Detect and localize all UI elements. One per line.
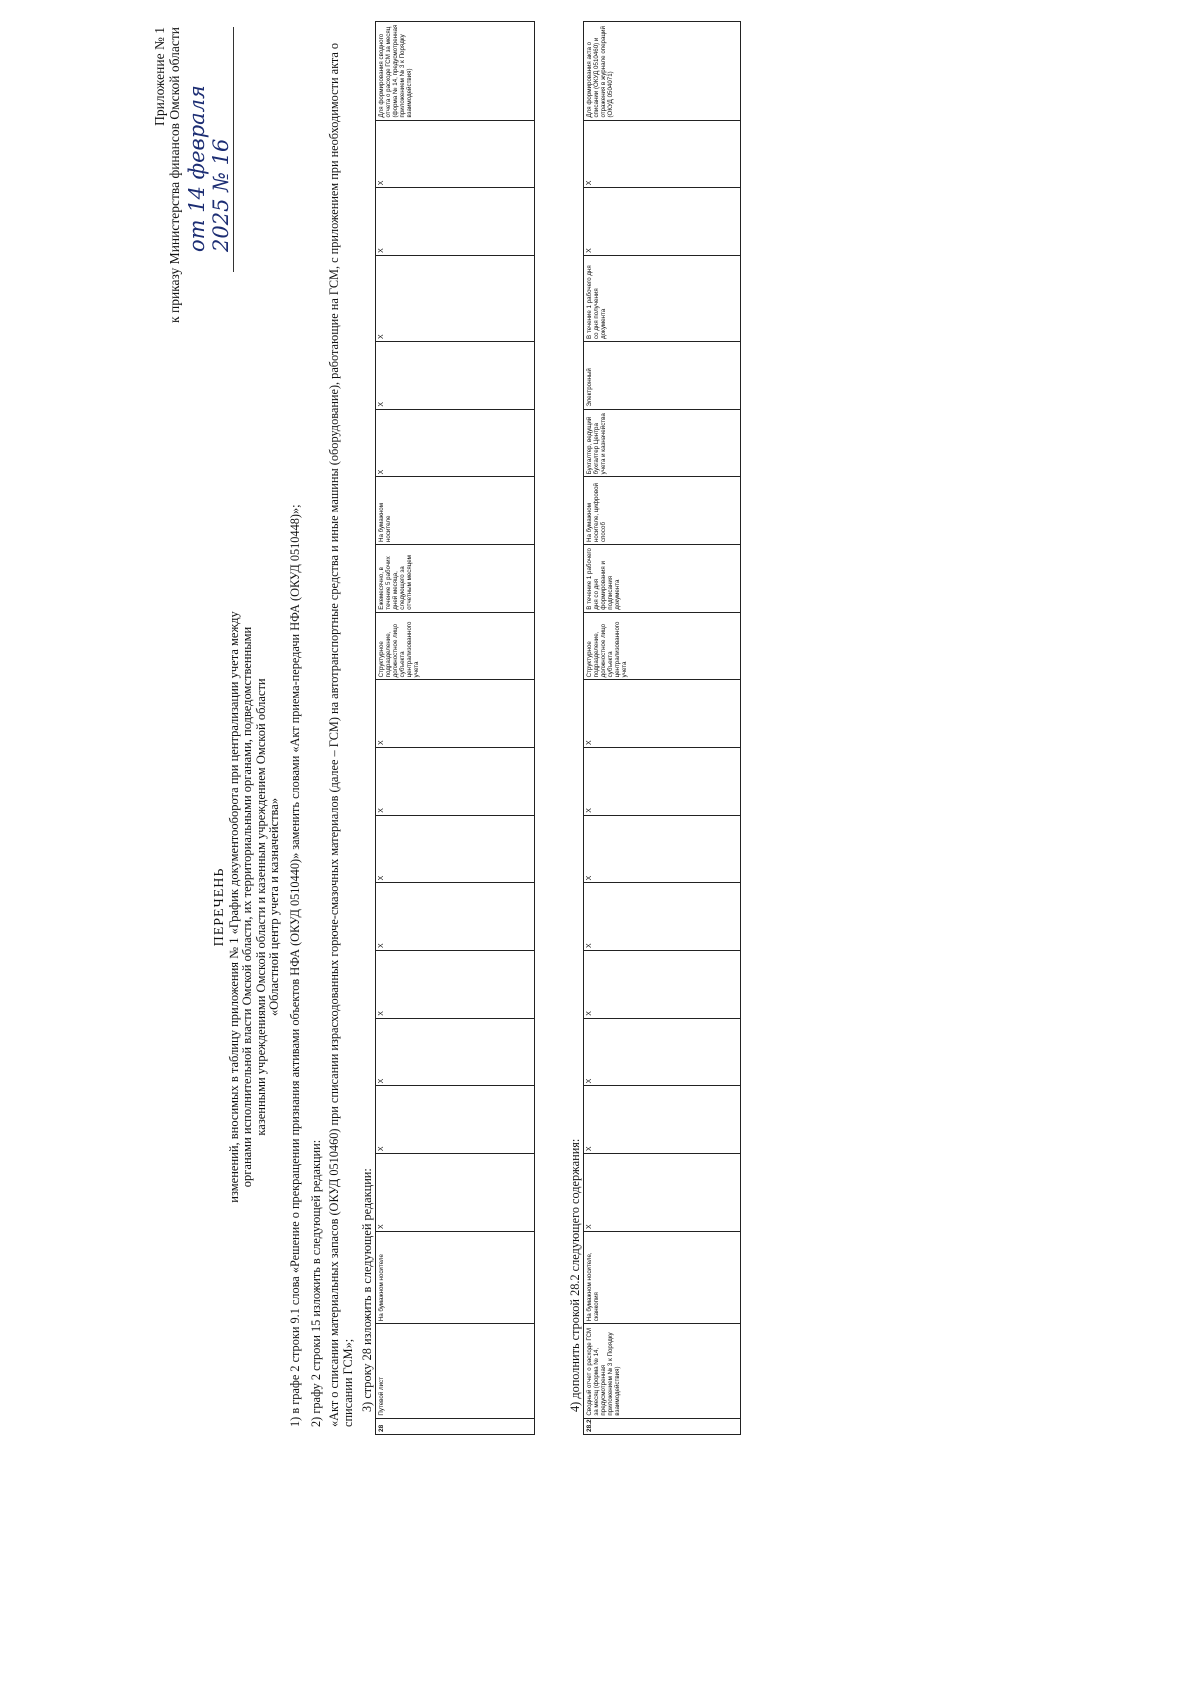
table-cell: Х: [376, 188, 535, 256]
table-cell: На бумажном носителе: [376, 1231, 535, 1323]
item-3: 3) строку 28 изложить в следующей редакции:: [360, 1168, 374, 1412]
table-cell: 28: [376, 1418, 535, 1434]
table-cell: Х: [584, 951, 741, 1019]
table-cell: Х: [376, 815, 535, 883]
table-cell: Структурное подразделение, должностное лицо субъекта централизованного учета: [584, 612, 741, 680]
table-cell: На бумажном носителе, цифровой способ: [584, 477, 741, 545]
table-cell: Х: [376, 1018, 535, 1086]
table-cell: Электронный: [584, 342, 741, 410]
document-heading: [213, 497, 282, 1317]
item-2: 2) графу 2 строки 15 изложить в следующей редакции:: [309, 1139, 323, 1427]
table-cell: Х: [376, 951, 535, 1019]
table-cell: Структурное подразделение, должностное лицо субъекта централизованного учета: [376, 612, 535, 680]
table-cell: Х: [376, 409, 535, 477]
table-cell: Х: [584, 748, 741, 816]
table-cell: Х: [376, 1154, 535, 1232]
table-cell: Для формирования сводного отчета о расходе ГСМ за месяц (форма № 14, предусмотренная приложением № 3 к Порядку взаимодействия): [376, 22, 535, 121]
table-cell: Х: [376, 120, 535, 188]
approval-block: [152, 27, 234, 327]
table-row-28: [375, 21, 535, 1435]
table-cell: Х: [584, 1154, 741, 1232]
appendix-number: Приложение № 1: [152, 27, 167, 126]
table-cell: Для формирования акта о списании (ОКУД 0510460) и отражения в журнале операций (ОКУД 0504071): [584, 22, 741, 121]
table-cell: Х: [376, 680, 535, 748]
table-cell: В течение 1 рабочего дня со дня получения документа: [584, 255, 741, 341]
order-reference: к приказу Министерства финансов Омской области: [167, 27, 182, 323]
item-1: 1) в графе 2 строки 9.1 слова «Решение о прекращении признания активами объектов НФА (ОКУД 0510440)» заменить словами «Акт приема-передачи НФА (ОКУД 0510448)»;: [288, 504, 302, 1427]
item-4: 4) дополнить строкой 28.2 следующего содержания:: [568, 1138, 582, 1412]
heading-line-4: «Областной центр учета и казначейства»: [267, 797, 282, 1017]
table-cell: Бухгалтер, ведущий бухгалтер Центра учета и казначейства: [584, 409, 741, 477]
heading-line-3: казенными учреждениями Омской области и казенным учреждением Омской области: [253, 678, 268, 1136]
table-cell: Х: [584, 1018, 741, 1086]
table-cell: Х: [584, 815, 741, 883]
table-cell: Х: [584, 1086, 741, 1154]
table-cell: В течение 1 рабочего дня со дня формирования и подписания документа: [584, 545, 741, 613]
table-cell: Х: [376, 255, 535, 341]
table-cell: Ежемесячно, в течение 5 рабочих дней месяца, следующего за отчетным месяцем: [376, 545, 535, 613]
table-row-28-2: [583, 21, 741, 1435]
table-cell: Х: [376, 342, 535, 410]
table-cell: Путевой лист: [376, 1324, 535, 1418]
table-cell: 28.2: [584, 1418, 741, 1434]
table-cell: На бумажном носителе, сканкопия: [584, 1231, 741, 1323]
item-2-text: «Акт о списании материальных запасов (ОКУД 0510460) при списании израсходованных горюче-смазочных материалов (далее – ГСМ) на автотранспортные средства и иные машины (оборудование), работающие на ГСМ, с приложением при необходимости акта о списании ГСМ»;: [327, 42, 355, 1427]
table-row: [584, 22, 741, 1435]
table-row: [376, 22, 535, 1435]
table-cell: Х: [376, 1086, 535, 1154]
page-title: ПЕРЕЧЕНЬ: [212, 867, 227, 947]
handwritten-date-number: от 14 февраля 2025 № 16: [185, 27, 234, 272]
heading-line-2: органами исполнительной власти Омской области, их территориальными органами, подведомственными: [240, 626, 255, 1188]
table-cell: На бумажном носителе: [376, 477, 535, 545]
table-cell: Х: [584, 188, 741, 256]
table-cell: Х: [376, 748, 535, 816]
table-cell: Х: [584, 680, 741, 748]
table-cell: Сводный отчет о расходе ГСМ за месяц (форма № 14, предусмотренная приложением № 3 к Порядку взаимодействия): [584, 1324, 741, 1418]
table-cell: Х: [376, 883, 535, 951]
heading-line-1: изменений, вносимых в таблицу приложения № 1 «График документооборота при централизации учета между: [226, 611, 241, 1203]
table-cell: Х: [584, 120, 741, 188]
table-cell: Х: [584, 883, 741, 951]
